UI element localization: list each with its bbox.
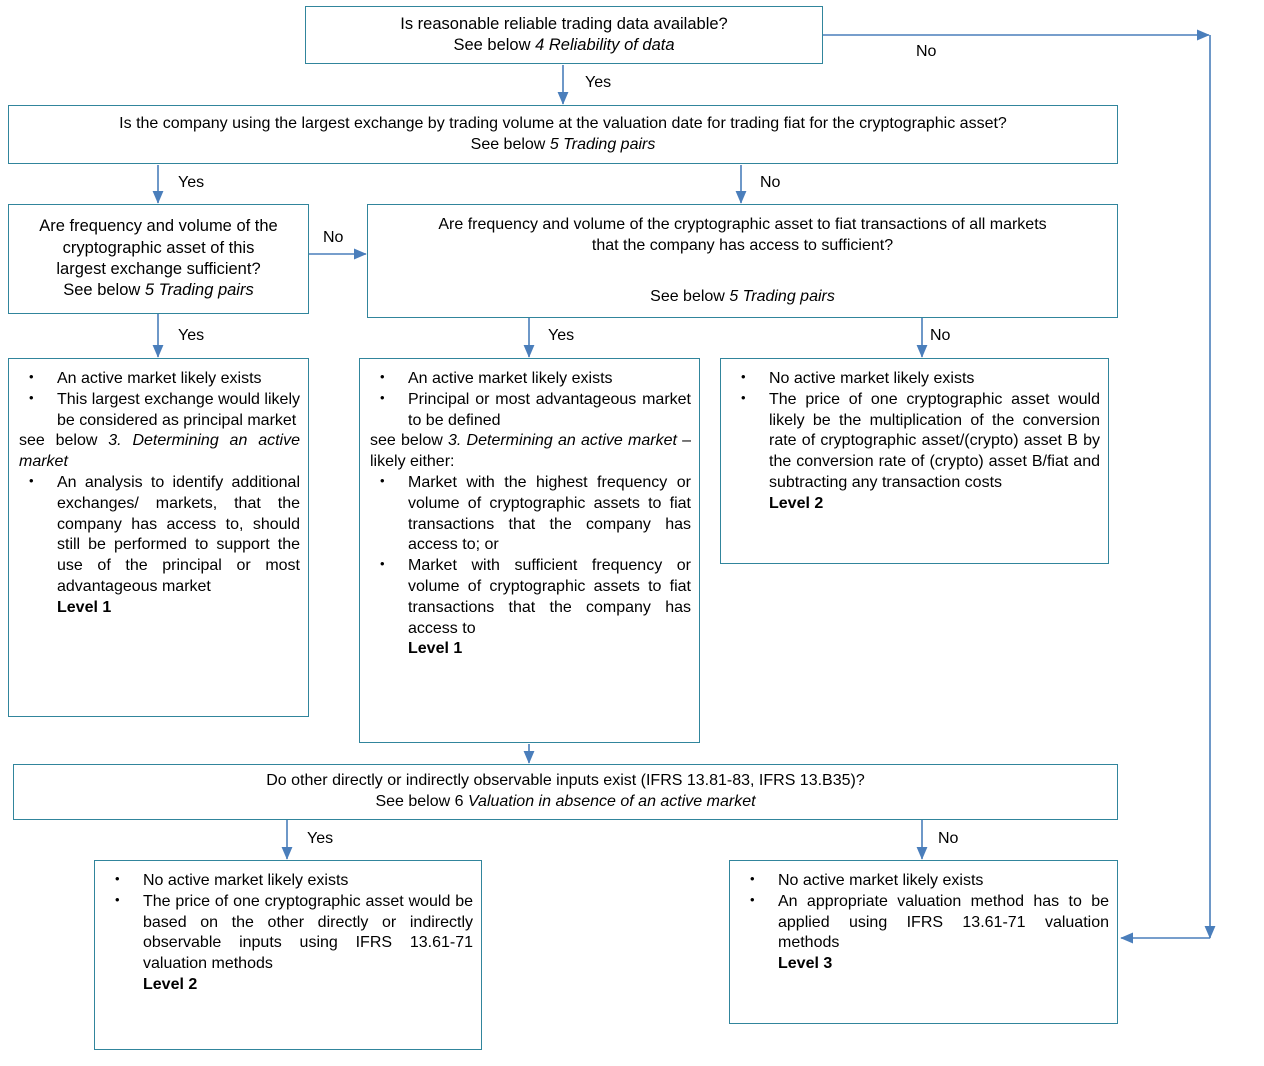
outcome-bottom-left-bullet1: No active market likely exists bbox=[143, 872, 349, 889]
edge-label-q4-no: No bbox=[938, 830, 959, 847]
q4-line2-prefix: See below 6 bbox=[375, 793, 468, 810]
question-box-reliable-trading-data[interactable] bbox=[305, 6, 823, 64]
edge-label-q3right-yes: Yes bbox=[548, 327, 575, 344]
list-item bbox=[370, 369, 691, 390]
list-item bbox=[370, 390, 691, 432]
outcome-box-level1-principal-to-be-defined[interactable] bbox=[359, 358, 700, 743]
outcome-left-note-reference: 3. Determining an active market bbox=[19, 432, 300, 471]
q3left-line4-reference: 5 Trading pairs bbox=[144, 281, 254, 300]
edge-label-q1-yes: Yes bbox=[585, 74, 612, 91]
outcome-bottom-left-level: Level 2 bbox=[143, 975, 198, 993]
list-item bbox=[731, 369, 1100, 390]
outcome-middle-bullet3: Market with the highest frequency or volume of cryptographic assets to fiat transactions that the company has access to; or bbox=[408, 473, 691, 554]
list-item-note bbox=[19, 431, 300, 473]
q2-line1: Is the company using the largest exchange by trading volume at the valuation date for trading fiat for the cryptographic asset? bbox=[119, 114, 1007, 132]
question-box-all-markets-sufficient[interactable] bbox=[367, 204, 1118, 318]
outcome-left-bullet1: An active market likely exists bbox=[57, 370, 262, 387]
q2-line2-reference: 5 Trading pairs bbox=[549, 135, 656, 153]
edge-label-q3left-yes: Yes bbox=[178, 327, 205, 344]
q3right-line1: Are frequency and volume of the cryptographic asset to fiat transactions of all markets bbox=[438, 216, 1047, 233]
q4-line1: Do other directly or indirectly observable inputs exist (IFRS 13.81-83, IFRS 13.B35)? bbox=[266, 772, 865, 790]
outcome-right-bullet2: The price of one cryptographic asset would likely be the multiplication of the conversion rate of cryptographic asset/(crypto) asset B by the conversion rate of (crypto) asset B/fiat and subtracting any transaction costs bbox=[769, 390, 1100, 491]
list-item bbox=[370, 473, 691, 556]
list-item bbox=[740, 892, 1109, 975]
q3right-line3 bbox=[650, 287, 835, 308]
outcome-bottom-right-level: Level 3 bbox=[778, 955, 833, 973]
list-item bbox=[19, 473, 300, 619]
outcome-middle-bullet4: Market with sufficient frequency or volume of cryptographic assets to fiat transactions that the company has access to bbox=[408, 557, 691, 637]
outcome-box-level1-principal-market[interactable] bbox=[8, 358, 309, 717]
outcome-bottom-left-bullets bbox=[105, 871, 473, 996]
list-item bbox=[731, 390, 1100, 515]
q3left-line3: largest exchange sufficient? bbox=[56, 260, 261, 278]
list-item bbox=[19, 390, 300, 432]
q3left-line4 bbox=[63, 280, 253, 301]
outcome-middle-bullet1: An active market likely exists bbox=[408, 370, 613, 387]
outcome-left-bullet2: This largest exchange would likely be considered as principal market bbox=[57, 390, 300, 429]
outcome-box-level3-valuation-method[interactable] bbox=[729, 860, 1118, 1024]
outcome-middle-bullet2: Principal or most advantageous market to be defined bbox=[408, 390, 691, 429]
q4-line2-reference: Valuation in absence of an active market bbox=[467, 793, 756, 810]
outcome-left-bullets bbox=[19, 369, 300, 619]
q3right-line2: that the company has access to sufficient? bbox=[591, 236, 894, 254]
outcome-box-level2-conversion-rate[interactable] bbox=[720, 358, 1109, 564]
outcome-middle-note-reference: 3. Determining an active market bbox=[448, 432, 677, 450]
list-item bbox=[105, 871, 473, 892]
outcome-middle-note-prefix: see below bbox=[370, 432, 449, 450]
outcome-left-bullet3: An analysis to identify additional exchanges/ markets, that the company has access to, should still be performed to support the use of the principal or most advantageous market bbox=[57, 473, 300, 595]
question-box-largest-exchange-sufficient[interactable] bbox=[8, 204, 309, 314]
list-item bbox=[105, 892, 473, 996]
outcome-bottom-right-bullet1: No active market likely exists bbox=[778, 872, 984, 889]
question-box-largest-exchange[interactable] bbox=[8, 105, 1118, 164]
outcome-bottom-left-bullet2: The price of one cryptographic asset would be based on the other directly or indirectly observable inputs using IFRS 13.61-71 valuation methods bbox=[143, 892, 473, 973]
outcome-bottom-right-bullets bbox=[740, 871, 1109, 975]
q1-line1: Is reasonable reliable trading data available? bbox=[400, 14, 728, 33]
q2-line2-prefix: See below bbox=[470, 135, 550, 153]
q4-line2 bbox=[375, 792, 755, 813]
list-item-note bbox=[370, 431, 691, 473]
q3right-line3-prefix: See below bbox=[650, 287, 730, 305]
edge-label-q3left-no: No bbox=[323, 229, 344, 246]
outcome-right-level: Level 2 bbox=[769, 494, 824, 512]
list-item bbox=[370, 556, 691, 660]
edge-label-q2-yes: Yes bbox=[178, 174, 205, 191]
list-item bbox=[740, 871, 1109, 892]
q3left-line1: Are frequency and volume of the bbox=[39, 217, 278, 236]
outcome-right-bullet1: No active market likely exists bbox=[769, 370, 975, 387]
outcome-middle-bullets bbox=[370, 369, 691, 660]
q1-line2-reference: 4 Reliability of data bbox=[535, 36, 675, 54]
outcome-middle-level: Level 1 bbox=[408, 640, 463, 658]
q1-line2-prefix: See below bbox=[453, 36, 536, 54]
edge-label-q1-no: No bbox=[916, 43, 937, 60]
q3left-line2: cryptographic asset of this bbox=[62, 238, 255, 257]
q2-line2 bbox=[471, 135, 656, 156]
outcome-left-level: Level 1 bbox=[57, 598, 112, 616]
outcome-right-bullets bbox=[731, 369, 1100, 515]
edge-label-q4-yes: Yes bbox=[307, 830, 334, 847]
q3right-line3-reference: 5 Trading pairs bbox=[729, 287, 835, 305]
outcome-middle-note-suffix: – likely either: bbox=[370, 432, 692, 471]
list-item bbox=[19, 369, 300, 390]
outcome-bottom-right-bullet2: An appropriate valuation method has to be applied using IFRS 13.61-71 valuation methods bbox=[778, 892, 1109, 952]
edge-label-q2-no: No bbox=[760, 174, 781, 191]
edge-label-q3right-no: No bbox=[930, 327, 951, 344]
outcome-left-note-prefix: see below bbox=[19, 432, 109, 450]
q1-line2 bbox=[453, 35, 674, 56]
outcome-box-level2-observable-inputs[interactable] bbox=[94, 860, 482, 1050]
q3left-line4-prefix: See below bbox=[63, 281, 145, 300]
question-box-observable-inputs[interactable] bbox=[13, 764, 1118, 820]
